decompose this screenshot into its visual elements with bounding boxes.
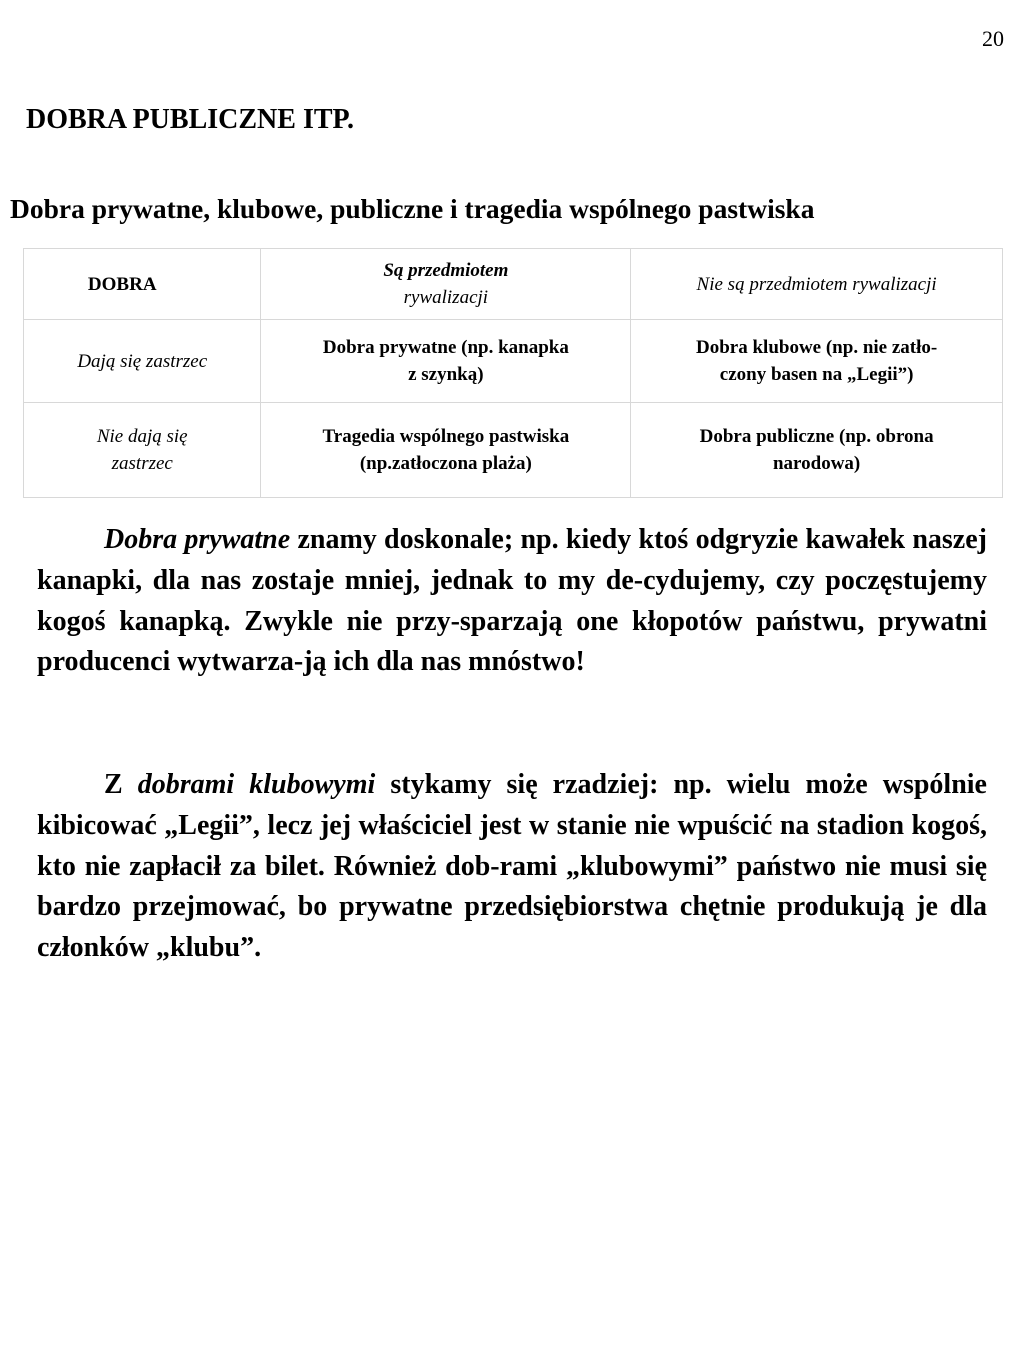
public-goods-cell [631,403,1003,498]
header-rivalry-line1: Są przedmiotem [383,260,509,281]
paragraph-club-goods [37,765,987,969]
header-no-rivalry-cell [631,249,1003,320]
table-row [24,320,1003,403]
header-no-rivalry-label: Nie są przedmiotem rywalizacji [696,273,937,295]
row-label-cell [24,403,261,498]
table-row [24,403,1003,498]
club-goods-cell [631,320,1003,403]
table-title: Dobra prywatne, klubowe, publiczne i tragedia wspólnego pastwiska [10,193,815,224]
row-label-cell [24,320,261,403]
paragraph-lead-italic: dobrami klubowymi [137,769,376,800]
club-goods-line1: Dobra klubowe (np. nie zatło- [696,337,938,358]
header-rivalry-line2: rywalizacji [403,287,489,308]
commons-tragedy-cell [261,403,631,498]
club-goods-line2: czony basen na „Legii”) [719,364,914,385]
commons-tragedy-line1: Tragedia wspólnego pastwiska [322,426,570,447]
header-rivalry-cell [261,249,631,320]
section-heading: DOBRA PUBLICZNE ITP. [26,104,355,135]
row-label: Dają się zastrzec [77,350,208,372]
row-label-line2: zastrzec [111,453,173,474]
public-goods-line2: narodowa) [772,453,861,474]
paragraph-private-goods [37,520,987,683]
table-header-row [24,249,1003,320]
table-corner-label: DOBRA [87,273,157,295]
private-goods-cell [261,320,631,403]
paragraph-body: stykamy się rzadziej: np. wielu może wspólnie kibicować „Legii”, lecz jej właściciel jest w stanie nie wpuścić na stadion kogoś, kto nie zapłacił za bilet. Również dob-rami „klubowymi” państwo nie musi się bardzo przejmować, bo prywatne przedsiębiorstwa chętnie produkują je dla członków „klubu”. [37,769,987,964]
private-goods-line2: z szynką) [408,364,484,385]
goods-classification-table [23,248,1003,498]
table-corner-cell [24,249,261,320]
paragraph-lead-plain: Z [104,769,138,800]
row-label-line1: Nie dają się [96,426,188,447]
paragraph-body: znamy doskonale; np. kiedy ktoś odgryzie kawałek naszej kanapki, dla nas zostaje mniej, jednak to my de-cydujemy, czy poczęstujemy kogoś kanapką. Zwykle nie przy-sparzają one kłopotów państwu, prywatni producenci wytwarza-ją ich dla nas mnóstwo! [37,524,987,678]
page-number: 20 [982,26,1004,51]
commons-tragedy-line2: (np.zatłoczona plaża) [359,453,532,474]
paragraph-lead-italic: Dobra prywatne [104,524,291,555]
private-goods-line1: Dobra prywatne (np. kanapka [322,337,569,358]
public-goods-line1: Dobra publiczne (np. obrona [699,426,934,447]
